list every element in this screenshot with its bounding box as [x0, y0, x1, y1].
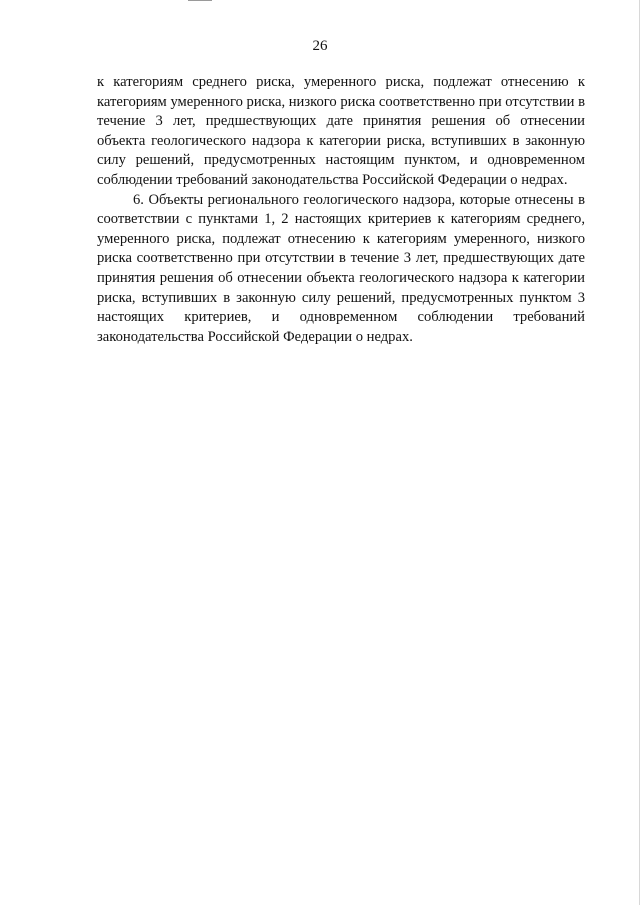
scan-artifact [188, 0, 212, 1]
paragraph-continuation: к категориям среднего риска, умеренного риска, подлежат отнесению к категориям умеренного риска, низкого риска соответственно при отсутствии в течение 3 лет, предшествующих дате принятия решения об отнесении объекта геологического надзора к категории риска, вступивших в законную силу решений, предусмотренных настоящим пунктом, и одновременном соблюдении требований законодательства Российской Федерации о недрах. [97, 74, 585, 188]
page-number: 26 [312, 38, 328, 54]
document-body [97, 73, 585, 347]
paragraph-item-6: 6. Объекты регионального геологического надзора, которые отнесены в соответствии с пунктами 1, 2 настоящих критериев к категориям среднего, умеренного риска, подлежат отнесению к категориям умеренного, низкого риска соответственно при отсутствии в течение 3 лет, предшествующих дате принятия решения об отнесении объекта геологического надзора к категории риска, вступивших в законную силу решений, предусмотренных пунктом 3 настоящих критериев, и одновременном соблюдении требований законодательства Российской Федерации о недрах. [97, 191, 585, 345]
